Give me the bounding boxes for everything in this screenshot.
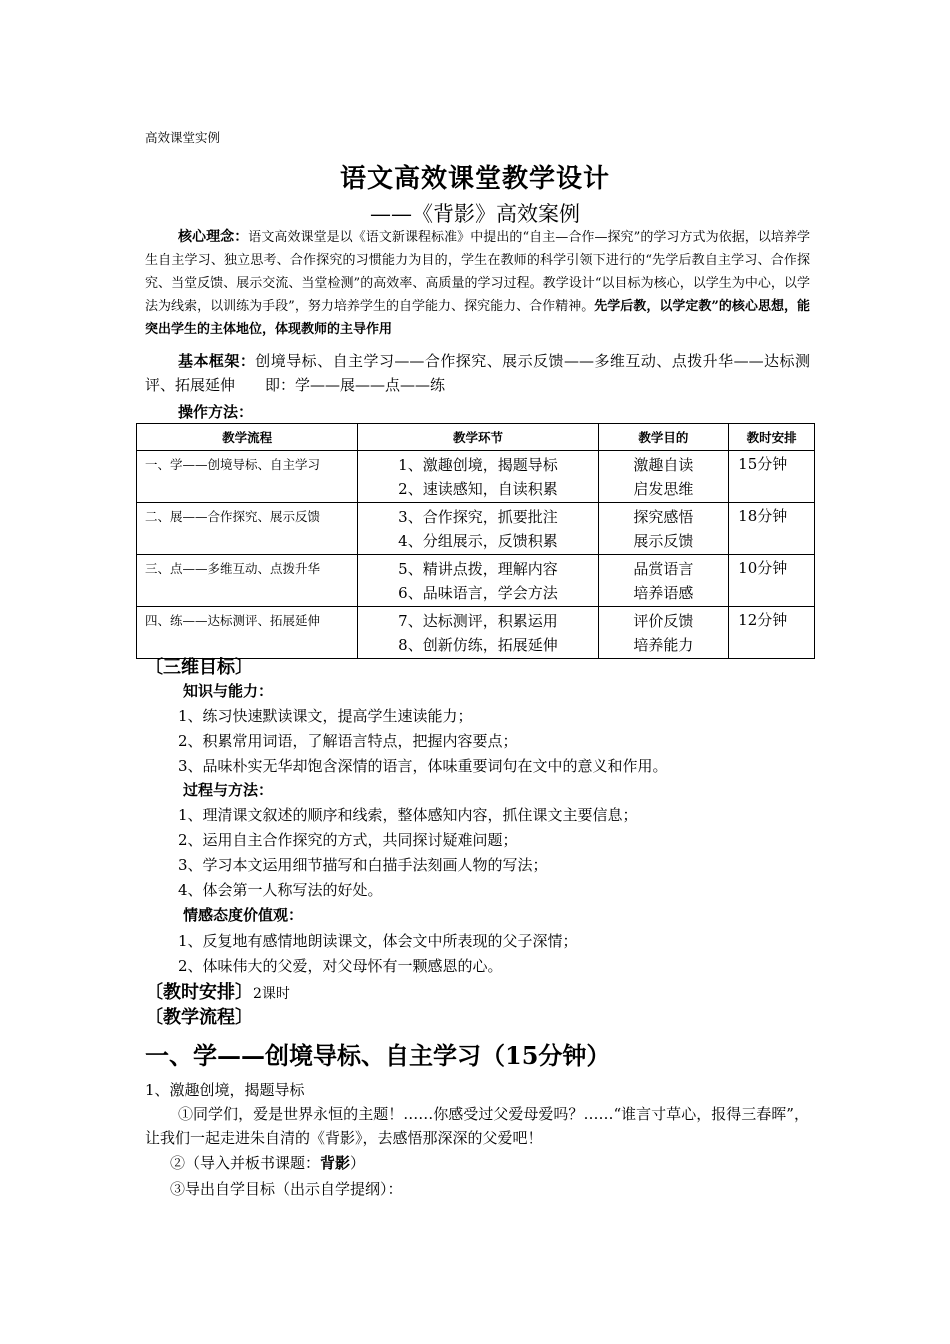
schedule-value: 2课时: [253, 986, 290, 1002]
goal-cell: [598, 451, 729, 503]
time-cell: 15分钟: [729, 451, 815, 503]
goal-line: 展示反馈: [633, 532, 694, 550]
time-cell: 12分钟: [729, 607, 815, 659]
section1-paragraph-1: ①同学们，爱是世界永恒的主题！……你感受过父爱母爱吗？……“谁言寸草心，报得三春晖”，让我们一起走进朱自清的《背影》，去感悟那深深的父爱吧！: [145, 1105, 809, 1147]
goal-line: 探究感悟: [633, 508, 694, 526]
link-line: 4、分组展示，反馈积累: [398, 532, 558, 550]
header-stage: 教学流程: [137, 424, 358, 451]
emotion-label: 情感态度价值观：: [183, 906, 304, 924]
goal-line: 培养能力: [633, 636, 694, 654]
knowledge-item: 3、品味朴实无华却饱含深情的语言，体味重要词句在文中的意义和作用。: [178, 757, 668, 775]
three-goals-heading: 〔三维目标〕: [145, 657, 253, 678]
flow-heading: 〔教学流程〕: [145, 1007, 253, 1028]
basic-framework-paragraph: [145, 349, 810, 397]
link-cell: [358, 607, 598, 659]
basic-framework-text: 创境导标、自主学习——合作探究、展示反馈——多维互动、点拨升华——达标测评、拓展延伸 即：学——展——点——练: [145, 352, 810, 394]
process-item: 4、体会第一人称写法的好处。: [178, 881, 383, 899]
stage-cell: 四、练——达标测评、拓展延伸: [137, 607, 358, 659]
link-line: 8、创新仿练，拓展延伸: [398, 636, 558, 654]
header-link: 教学环节: [358, 424, 598, 451]
section1-step: 1、激趣创境，揭题导标: [145, 1081, 305, 1099]
knowledge-item: 2、积累常用词语，了解语言特点，把握内容要点；: [178, 732, 518, 750]
link-line: 7、达标测评，积累运用: [398, 612, 558, 630]
link-line: 5、精讲点拨，理解内容: [398, 560, 558, 578]
table-row: [137, 607, 815, 659]
p2-prefix: ②（导入并板书课题：: [170, 1154, 321, 1172]
goal-line: 培养语感: [633, 584, 694, 602]
link-line: 6、品味语言，学会方法: [398, 584, 558, 602]
section1-paragraph-2: [170, 1152, 365, 1173]
basic-framework-label: 基本框架：: [178, 352, 256, 370]
header-goal: 教学目的: [598, 424, 729, 451]
goal-line: 启发思维: [633, 480, 694, 498]
table-row: [137, 451, 815, 503]
stage-cell: 一、学——创境导标、自主学习: [137, 451, 358, 503]
table-row: [137, 503, 815, 555]
process-item: 3、学习本文运用细节描写和白描手法刻画人物的写法；: [178, 856, 548, 874]
goal-line: 评价反馈: [633, 612, 694, 630]
process-label: 过程与方法：: [183, 781, 274, 799]
goal-line: 激趣自读: [633, 456, 694, 474]
header-note: 高效课堂实例: [145, 130, 221, 145]
link-line: 1、激趣创境，揭题导标: [398, 456, 558, 474]
goal-line: 品赏语言: [633, 560, 694, 578]
section1-paragraph-3: ③导出自学目标（出示自学提纲）：: [170, 1180, 403, 1198]
link-cell: [358, 451, 598, 503]
p2-bold-title: 背影: [320, 1154, 351, 1172]
knowledge-item: 1、练习快速默读课文，提高学生速读能力；: [178, 707, 473, 725]
link-cell: [358, 503, 598, 555]
link-cell: [358, 555, 598, 607]
time-cell: 18分钟: [729, 503, 815, 555]
p2-suffix: ）: [350, 1154, 366, 1172]
document-subtitle: ——《背影》高效案例: [370, 202, 580, 226]
schedule-line: [145, 978, 290, 1004]
operation-label: 操作方法：: [178, 403, 254, 421]
core-concept-text: 语文高效课堂是以《语文新课程标准》中提出的“自主—合作—探究”的学习方式为依据，以培养学生自主学习、独立思考、合作探究的习惯能力为目的，学生在教师的科学引领下进行的“先学后教自主学习、合作探究、当堂反馈、展示交流、当堂检测”的高效率、高质量的学习过程。教学设计“以目标为核心，以学生为中心，以学法为线索，以训练为手段”，努力培养学生的自学能力、探究能力、合作精神。: [145, 230, 810, 314]
table-row: [137, 555, 815, 607]
emotion-item: 2、体味伟大的父爱，对父母怀有一颗感恩的心。: [178, 957, 503, 975]
goal-cell: [598, 503, 729, 555]
core-concept-paragraph: [145, 226, 810, 341]
link-line: 2、速读感知，自读积累: [398, 480, 558, 498]
stage-cell: 二、展——合作探究、展示反馈: [137, 503, 358, 555]
header-time: 教时安排: [729, 424, 815, 451]
goal-cell: [598, 555, 729, 607]
schedule-heading: 〔教时安排〕: [145, 982, 253, 1003]
stage-cell: 三、点——多维互动、点拨升华: [137, 555, 358, 607]
time-cell: 10分钟: [729, 555, 815, 607]
process-item: 2、运用自主合作探究的方式，共同探讨疑难问题；: [178, 831, 518, 849]
core-concept-bold-text: 先学后教，以学定教”的核心思想，能突出学生的主体地位，体现教师的主导作用: [145, 299, 810, 337]
emotion-item: 1、反复地有感情地朗读课文，体会文中所表现的父子深情；: [178, 932, 578, 950]
core-concept-label: 核心理念：: [178, 229, 249, 245]
document-title: 语文高效课堂教学设计: [339, 164, 610, 194]
table-header-row: [137, 424, 815, 451]
goal-cell: [598, 607, 729, 659]
section1-heading: 一、学——创境导标、自主学习（15分钟）: [145, 1041, 611, 1070]
teaching-flow-table: [136, 423, 815, 659]
process-item: 1、理清课文叙述的顺序和线索，整体感知内容，抓住课文主要信息；: [178, 806, 638, 824]
link-line: 3、合作探究，抓要批注: [398, 508, 558, 526]
knowledge-label: 知识与能力：: [183, 682, 274, 700]
